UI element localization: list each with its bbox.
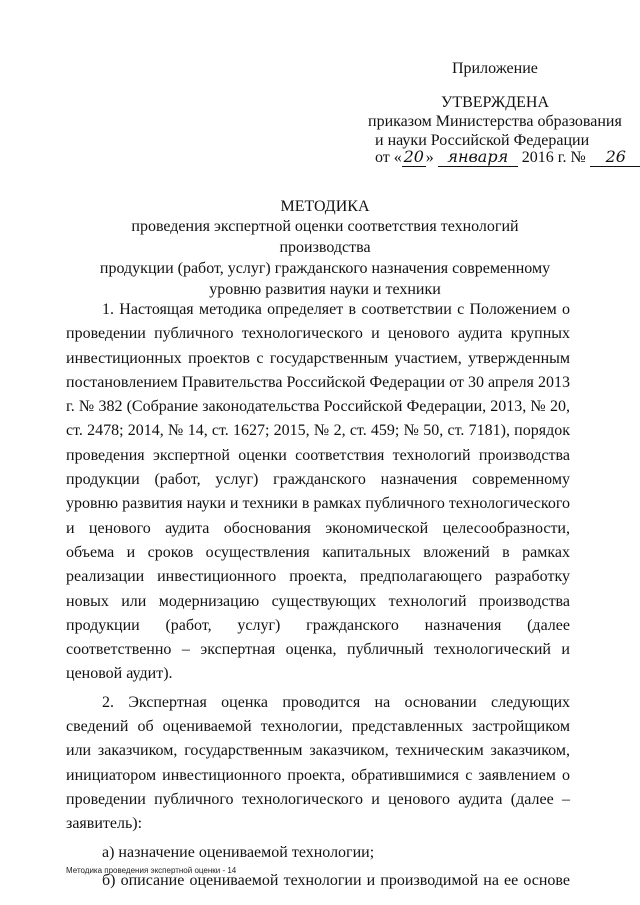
paragraph-2: 2. Экспертная оценка проводится на основании следующих сведений об оцениваемой технологии, представленных застройщиком или заказчиком, государственным заказчиком, техническим заказчиком, инициатором инвестиционного проекта, обратившимися с заявлением о проведении публичного технологического и ценового аудита (далее – заявитель): bbox=[66, 693, 570, 833]
approved-label: УТВЕРЖДЕНА bbox=[441, 94, 550, 111]
body-text bbox=[66, 298, 570, 893]
order-number: 26 bbox=[590, 148, 640, 167]
date-prefix: от « bbox=[375, 149, 402, 166]
date-day: 20 bbox=[403, 147, 424, 166]
subtitle-line-2: продукции (работ, услуг) гражданского назначения современному bbox=[99, 260, 551, 277]
order-date-line bbox=[375, 147, 640, 169]
paragraph-1: 1. Настоящая методика определяет в соответствии с Положением о проведении публичного технологического и ценового аудита крупных инвестиционных проектов с государственным участием, утвержденным постановлением Правительства Российской Федерации от 30 апреля 2013 г. № 382 (Собрание законодательства Российской Федерации, 2013, № 20, ст. 2478; 2014, № 14, ст. 1627; 2015, № 2, ст. 459; № 50, ст. 7181), порядок проведения экспертной оценки соответствия технологий производства продукции (работ, услуг) гражданского назначения современному уровню развития науки и техники в рамках публичного технологического и ценового аудита обоснования экономической целесообразности, объема и сроков осуществления капитальных вложений в рамках реализации инвестиционного проекта, предполагающего разработку новых или модернизацию существующих технологий производства продукции (работ, услуг) гражданского назначения (далее соответственно – экспертная оценка, публичный технологический и ценовой аудит). bbox=[66, 301, 570, 683]
paragraph-4: б) описание оцениваемой технологии и производимой на ее основе bbox=[102, 871, 570, 889]
date-month: января bbox=[438, 148, 518, 167]
document-title: МЕТОДИКА bbox=[280, 198, 370, 215]
appendix-label: Приложение bbox=[452, 60, 538, 77]
order-line-1: приказом Министерства образования bbox=[368, 113, 622, 130]
date-year: 2016 г. № bbox=[521, 149, 586, 166]
paragraph-3: а) назначение оцениваемой технологии; bbox=[102, 843, 375, 861]
subtitle-line-3: уровню развития науки и техники bbox=[209, 281, 441, 298]
order-line-2: и науки Российской Федерации bbox=[375, 132, 590, 149]
page-footer: Методика проведения экспертной оценки - 14 bbox=[66, 866, 237, 875]
subtitle-line-1: проведения экспертной оценки соответствия технологий производства bbox=[131, 218, 519, 256]
date-mid: » bbox=[425, 149, 434, 166]
document-subtitle bbox=[90, 216, 560, 300]
